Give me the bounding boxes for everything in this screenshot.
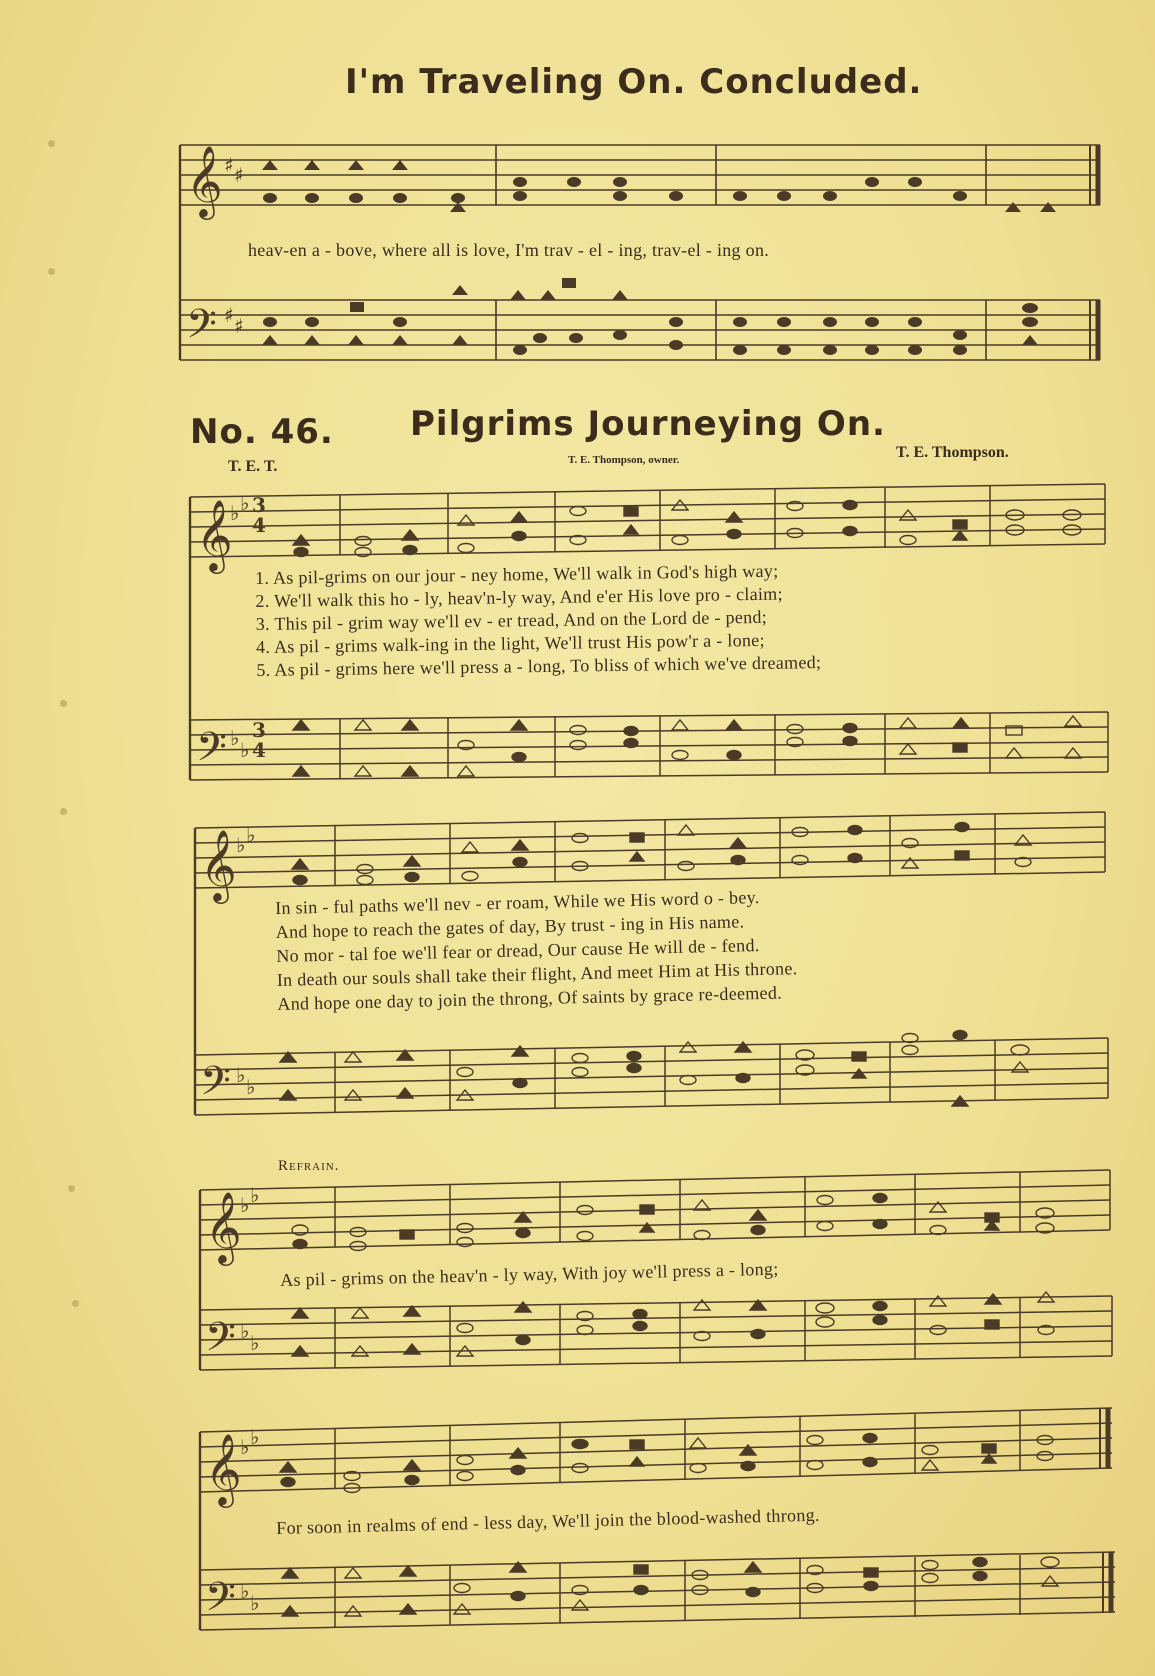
verse-line: 5. As pil - grims here we'll press a - long, To bliss of which we've dreamed; xyxy=(256,652,822,680)
svg-text:4: 4 xyxy=(252,513,266,537)
svg-text:♭: ♭ xyxy=(240,1319,250,1343)
svg-text:♭: ♭ xyxy=(250,1591,260,1615)
svg-text:♯: ♯ xyxy=(224,303,234,327)
svg-text:♭: ♭ xyxy=(250,1425,260,1449)
svg-text:♭: ♭ xyxy=(240,1579,250,1603)
svg-text:♭: ♭ xyxy=(240,1193,250,1217)
svg-text:𝄞: 𝄞 xyxy=(205,1432,242,1505)
binding-hole xyxy=(60,808,67,815)
verse-line: No mor - tal foe we'll fear or dread, Our cause He will de - fend. xyxy=(276,935,760,966)
svg-text:𝄢: 𝄢 xyxy=(196,724,227,780)
verses-part2 xyxy=(275,886,798,1018)
svg-text:𝄞: 𝄞 xyxy=(205,1190,242,1263)
refrain-line-1: As pil - grims on the heav'n - ly way, With joy we'll press a - long; xyxy=(280,1258,779,1290)
svg-text:♯: ♯ xyxy=(234,163,244,187)
svg-text:♭: ♭ xyxy=(240,491,250,515)
binding-hole xyxy=(60,700,67,707)
music-credit: T. E. Thompson. xyxy=(896,444,1009,461)
svg-text:♯: ♯ xyxy=(234,314,244,338)
svg-text:♭: ♭ xyxy=(230,501,240,525)
refrain-line-2: For soon in realms of end - less day, We'll join the blood-washed throng. xyxy=(276,1504,820,1538)
concluded-lyric-line: heav-en a - bove, where all is love, I'm trav - el - ing, trav-el - ing on. xyxy=(248,240,770,260)
svg-text:3: 3 xyxy=(252,718,266,742)
verse-line: And hope to reach the gates of day, By trust - ing in His name. xyxy=(275,911,745,942)
svg-text:𝄢: 𝄢 xyxy=(186,301,217,357)
svg-text:3: 3 xyxy=(252,493,266,517)
svg-text:♯: ♯ xyxy=(224,153,234,177)
svg-text:4: 4 xyxy=(252,738,266,762)
svg-text:𝄢: 𝄢 xyxy=(205,1314,236,1370)
svg-text:♭: ♭ xyxy=(246,823,256,847)
svg-text:𝄞: 𝄞 xyxy=(186,144,223,217)
refrain-label: Refrain. xyxy=(278,1158,340,1174)
binding-hole xyxy=(48,268,55,275)
svg-text:𝄢: 𝄢 xyxy=(200,1058,231,1114)
verse-line: 2. We'll walk this ho - ly, heav'n-ly way, And e'er His love pro - claim; xyxy=(255,583,783,611)
verse-line: In death our souls shall take their flight, And meet Him at His throne. xyxy=(276,958,798,990)
verse-line: 1. As pil-grims on our jour - ney home, We'll walk in God's high way; xyxy=(255,560,779,588)
svg-text:♭: ♭ xyxy=(240,738,250,762)
verse-line: And hope one day to join the throng, Of saints by grace re-deemed. xyxy=(277,982,783,1014)
svg-text:𝄢: 𝄢 xyxy=(205,1574,236,1630)
binding-hole xyxy=(68,1185,75,1192)
binding-hole xyxy=(72,1300,79,1307)
svg-text:♭: ♭ xyxy=(240,1435,250,1459)
verse-line: 3. This pil - grim way we'll ev - er tread, And on the Lord de - pend; xyxy=(255,606,768,634)
owner-credit: T. E. Thompson, owner. xyxy=(568,454,680,466)
svg-text:♭: ♭ xyxy=(250,1183,260,1207)
verse-line: 4. As pil - grims walk-ing in the light, We'll trust His pow'r a - lone; xyxy=(255,629,765,657)
words-credit: T. E. T. xyxy=(228,458,278,475)
svg-text:♭: ♭ xyxy=(236,833,246,857)
binding-hole xyxy=(48,140,55,147)
verses-part1 xyxy=(255,560,821,683)
concluded-title: I'm Traveling On. Concluded. xyxy=(345,62,923,102)
svg-text:♭: ♭ xyxy=(246,1075,256,1099)
svg-text:𝄞: 𝄞 xyxy=(200,828,237,901)
song-title: Pilgrims Journeying On. xyxy=(410,404,886,444)
svg-text:♭: ♭ xyxy=(236,1063,246,1087)
svg-text:♭: ♭ xyxy=(230,726,240,750)
svg-text:♭: ♭ xyxy=(250,1331,260,1355)
song-number: No. 46. xyxy=(190,412,334,452)
svg-text:𝄞: 𝄞 xyxy=(196,498,233,571)
verse-line: In sin - ful paths we'll nev - er roam, While we His word o - bey. xyxy=(275,887,760,918)
